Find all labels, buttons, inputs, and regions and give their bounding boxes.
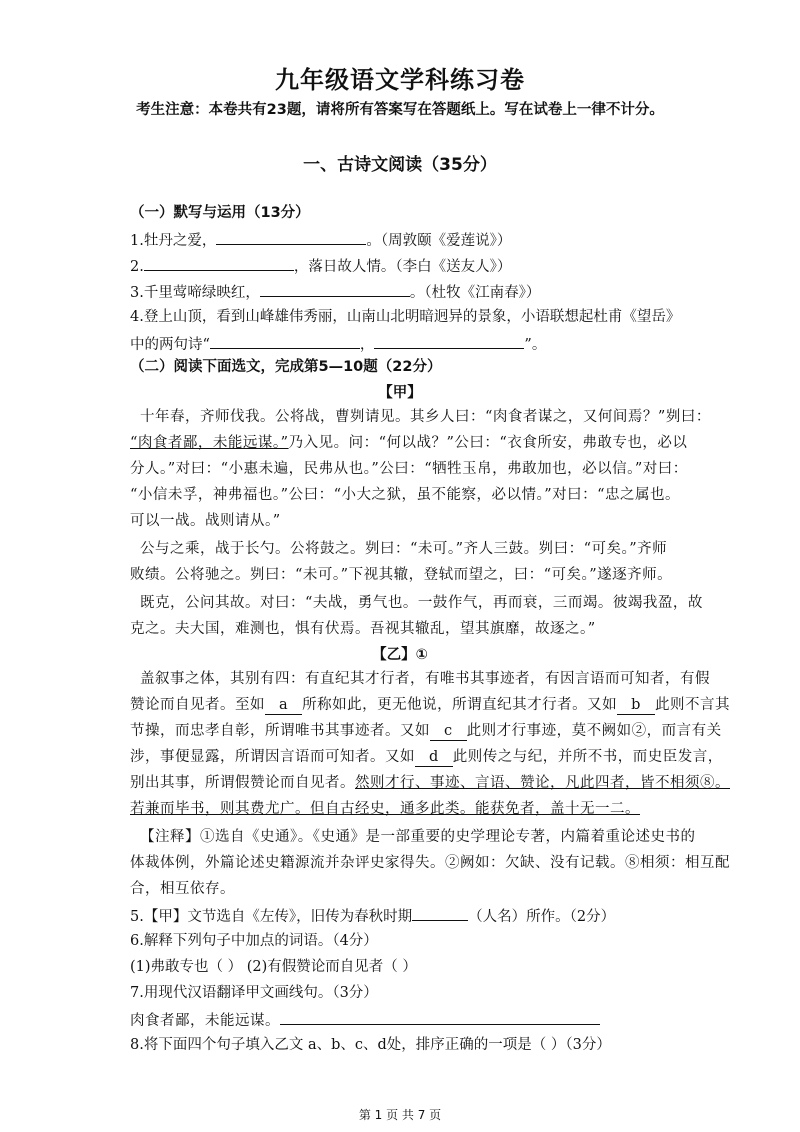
passage-yi-label: 【乙】① — [372, 647, 428, 663]
jia-p1-line4: “小信未孚，神弗福也。”公曰：“小大之狱，虽不能察，必以情。”对曰：“忠之属也。 — [130, 487, 681, 503]
slot-a: a — [265, 696, 302, 715]
section-title: 一、古诗文阅读（35分） — [303, 155, 497, 175]
q2-text-a: 2. — [130, 259, 144, 275]
yi-line5-a: 别出其事，所谓假赞论而自见者。 — [130, 775, 355, 791]
question-6-sub: (1)弗敢专也（ ） (2)有假赞论而自见者（ ） — [130, 959, 417, 975]
q5-text-a: 5.【甲】文节选自《左传》，旧传为春秋时期 — [130, 909, 413, 925]
yi-line3-a: 节操，而忠孝自彰，所谓唯书其事迹者。又如 — [130, 723, 430, 739]
q3-text-a: 3.千里莺啼绿映红， — [130, 285, 260, 301]
jia-p1-line1: 十年春，齐师伐我。公将战，曹刿请见。其乡人曰：“肉食者谋之，又何间焉？”刿曰： — [140, 409, 711, 425]
q5-text-b: （人名）所作。（2分） — [468, 909, 616, 925]
q2-blank — [144, 256, 294, 271]
yi-line2-c: 此则不言其 — [654, 697, 730, 713]
jia-p2-line2: 败绩。公将驰之。刿曰：“未可。”下视其辙，登轼而望之，曰：“可矣。”遂逐齐师。 — [130, 567, 673, 583]
yi-line4-b: 此则传之与纪，并所不书，而史臣发言， — [452, 749, 723, 765]
q1-text-a: 1.牡丹之爱， — [130, 233, 217, 249]
jia-p1-line5: 可以一战。战则请从。” — [130, 513, 281, 529]
jia-p3-line1: 既克，公问其故。对曰：“夫战，勇气也。一鼓作气，再而衰，三而竭。彼竭我盈，故 — [140, 595, 703, 611]
page-title: 九年级语文学科练习卷 — [275, 66, 525, 94]
yi-line2 — [130, 696, 730, 715]
slot-b: b — [617, 696, 655, 715]
question-2 — [130, 256, 710, 276]
q4-text-b: 中的两句诗“ — [130, 337, 210, 353]
part2-title: （二）阅读下面选文，完成第5—10题（22分） — [130, 359, 442, 375]
jia-p1-line3: 分人。”对曰：“小惠未遍，民弗从也。”公曰：“牺牲玉帛，弗敢加也，必以信。”对曰： — [130, 461, 688, 477]
yi-underlined-1: 然则才行、事迹、言语、赞论，凡此四者，皆不相须⑧。 — [355, 775, 730, 791]
yi-line3-b: 此则才行事迹，莫不阙如②，而言有关 — [466, 723, 722, 739]
question-3 — [130, 282, 710, 302]
yi-line1: 盖叙事之体，其别有四：有直纪其才行者，有唯书其事迹者，有因言语而可知者，有假 — [140, 671, 710, 687]
jia-p1-line2-rest: 乃入见。问：“何以战？”公曰：“衣食所安，弗敢专也，必以 — [288, 435, 688, 451]
yi-line2-b: 所称如此，更无他说，所谓直纪其才行者。又如 — [302, 697, 618, 713]
q7-answer-line — [280, 1010, 600, 1025]
q4-blank-1 — [210, 334, 360, 349]
exam-notice: 考生注意：本卷共有23题，请将所有答案写在答题纸上。写在试卷上一律不计分。 — [136, 102, 664, 118]
part1-title: （一）默写与运用（13分） — [130, 205, 310, 221]
jia-p3-line2: 克之。夫大国，难测也，惧有伏焉。吾视其辙乱，望其旗靡，故逐之。” — [130, 621, 596, 637]
q3-text-b: 。（杜牧《江南春》） — [409, 285, 541, 301]
question-5 — [130, 906, 710, 926]
yi-underlined-2: 若兼而毕书，则其费尤广。但自古经史，通多此类。能获免者，盖十无一二。 — [130, 801, 640, 817]
question-8: 8.将下面四个句子填入乙文 a、b、c、d处，排序正确的一项是（ ）（3分） — [130, 1037, 611, 1053]
question-1 — [130, 230, 710, 250]
question-7-sub — [130, 1010, 710, 1030]
yi-line4 — [130, 748, 723, 767]
question-4-line2 — [130, 334, 710, 354]
passage-jia-label: 【甲】 — [378, 385, 422, 401]
jia-p1-line2 — [130, 434, 710, 452]
q4-text-d: ”。 — [524, 337, 547, 353]
question-7: 7.用现代汉语翻译甲文画线句。（3分） — [130, 985, 378, 1001]
slot-d: d — [415, 748, 453, 767]
yi-line4-a: 涉，事便显露，所谓因言语而可知者。又如 — [130, 749, 415, 765]
note-line2: 体裁体例，外篇论述史籍源流并杂评史家得失。②阙如：欠缺、没有记载。⑧相须：相互配 — [130, 855, 730, 871]
q1-blank — [216, 230, 366, 245]
q4-blank-2 — [374, 334, 524, 349]
q5-blank — [412, 906, 468, 921]
yi-line3 — [130, 722, 722, 741]
slot-c: c — [430, 722, 467, 741]
yi-line6 — [130, 800, 710, 818]
q4-text-c: ， — [359, 337, 375, 353]
note-line3: 合，相互依存。 — [130, 881, 235, 897]
note-line1: 【注释】①选自《史通》。《史通》是一部重要的史学理论专著，内篇着重论述史书的 — [140, 829, 696, 845]
jia-p2-line1: 公与之乘，战于长勺。公将鼓之。刿曰：“未可。”齐人三鼓。刿曰：“可矣。”齐师 — [140, 541, 668, 557]
yi-line2-a: 赞论而自见者。至如 — [130, 697, 265, 713]
q1-text-b: 。（周敦颐《爱莲说》） — [366, 233, 512, 249]
question-4-line1: 4.登上山顶，看到山峰雄伟秀丽，山南山北明暗迥异的景象，小语联想起杜甫《望岳》 — [130, 309, 681, 325]
q2-text-b: ，落日故人情。（李白《送友人》） — [293, 259, 512, 275]
q3-blank — [260, 282, 410, 297]
question-6: 6.解释下列句子中加点的词语。（4分） — [130, 933, 378, 949]
jia-underlined-sentence: “肉食者鄙，未能远谋。” — [130, 435, 289, 451]
page-footer: 第 1 页 共 7 页 — [358, 1108, 442, 1122]
q7-sentence: 肉食者鄙，未能远谋。 — [130, 1013, 280, 1029]
yi-line5 — [130, 774, 730, 792]
